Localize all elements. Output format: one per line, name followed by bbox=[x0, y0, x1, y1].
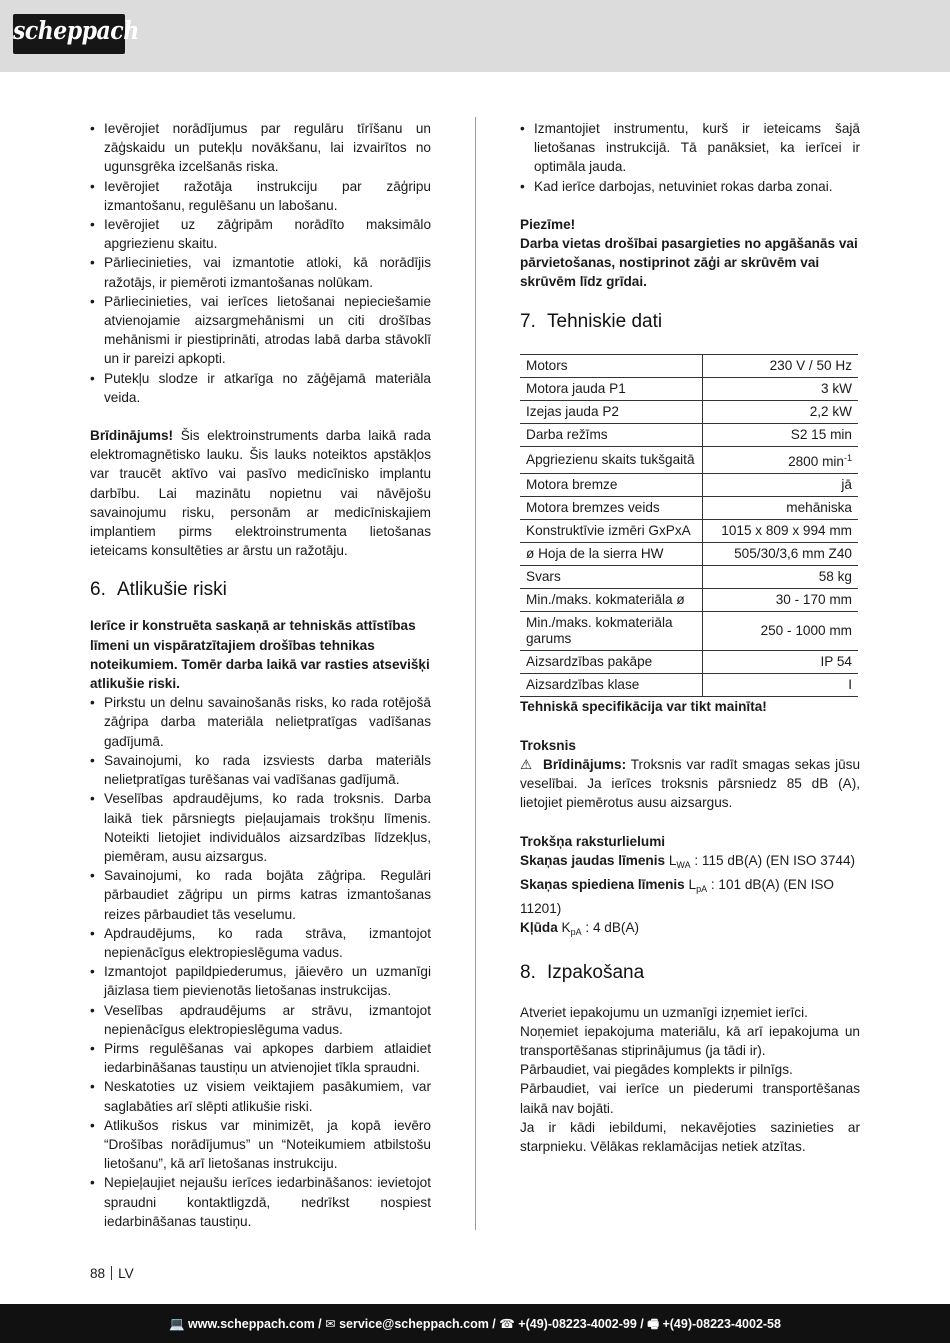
spec-label: Min./maks. kokmateriāla garums bbox=[520, 611, 703, 650]
section-heading-8: 8. Izpakošana bbox=[520, 961, 645, 983]
list-item: • Pārliecinieties, vai izmantotie atloki, kā norādījis ražotājs, ir piemēroti izmantošanas nolūkam. bbox=[90, 253, 431, 291]
warning-label: Brīdinājums! bbox=[90, 428, 174, 444]
spec-value: 2,2 kW bbox=[703, 400, 859, 423]
sound-power-level: Skaņas jaudas līmenis $L_{WA}$ : 115 dB(A) (EN ISO 3744) bbox=[520, 852, 856, 870]
spec-label: Aizsardzības pakāpe bbox=[520, 650, 703, 673]
language-code: LV bbox=[118, 1266, 134, 1281]
list-item: • Veselības apdraudējums ar strāvu, izmantojot nepienācīgus elektropieslēguma vadus. bbox=[90, 1001, 431, 1039]
spec-value: S2 15 min bbox=[703, 423, 859, 446]
noise-warning-text: Troksnis var radīt smagas sekas jūsu veselībai. Ja ierīces troksnis pārsniedz 85 dB (A), lietojiet piemērotus ausu aizsargus. bbox=[520, 757, 861, 811]
residual-risks-intro: Ierīce ir konstruēta saskaņā ar tehniskās attīstības līmeni un vispāratzītajiem drošības tehnikas noteikumiem. Tomēr darba laikā var rasties atsevišķi atlikušie riski. bbox=[90, 618, 430, 692]
warning-text: Šis elektroinstruments darba laikā rada elektromagnētisko lauku. Šis lauks noteiktos apstākļos var traucēt aktīvo vai pasīvo medicīnisko implantu darbību. Lai mazinātu nopietnu vai nāvējošu savainojumu risku, personām ar medicīniskajiem implantiem pirms elektroinstrumenta lietošanas ieteicams konsultēties ar ārstu un ražotāju. bbox=[90, 428, 431, 559]
scheppach-logo bbox=[13, 14, 139, 54]
spec-row bbox=[520, 496, 858, 519]
list-item: • Putekļu slodze ir atkarīga no zāģējamā materiāla veida. bbox=[90, 369, 431, 407]
spec-value: 250 - 1000 mm bbox=[703, 611, 859, 650]
spec-value: IP 54 bbox=[703, 650, 859, 673]
list-item: • Ievērojiet norādījumus par regulāru tīrīšanu un zāģskaidu un putekļu novākšanu, lai izvairītos no ugunsgrēka izcelšanās riska. bbox=[90, 119, 431, 177]
spec-row bbox=[520, 400, 858, 423]
spec-value: 30 - 170 mm bbox=[703, 588, 859, 611]
residual-risks-list bbox=[90, 693, 431, 1231]
list-item: • Atlikušos riskus var minimizēt, ja kopā ievēro “Drošības norādījumus” un “Noteikumiem atbilstošu lietošanu”, kā arī lietošanas instrukciju. bbox=[90, 1116, 431, 1174]
spec-label: Motora bremze bbox=[520, 473, 703, 496]
spec-value: 505/30/3,6 mm Z40 bbox=[703, 542, 859, 565]
spec-label: Apgriezienu skaits tukšgaitā bbox=[520, 446, 703, 473]
noise-warning bbox=[520, 755, 860, 813]
noise-values-heading: Trokšņa raksturlielumi bbox=[520, 833, 666, 849]
list-item: • Veselības apdraudējums, ko rada troksnis. Darba laikā tiek pārsniegts pieļaujamais trokšņu līmenis. Noteikti lietojiet individuālos aizsardzības līdzekļus, piemēram, ausu aizsargus. bbox=[90, 789, 431, 866]
right-column bbox=[520, 119, 860, 1156]
spec-label: ø Hoja de la sierra HW bbox=[520, 542, 703, 565]
spec-value: I bbox=[703, 673, 859, 696]
spec-change-note: Tehniskā specifikācija var tikt mainīta! bbox=[520, 698, 767, 714]
spec-row bbox=[520, 354, 858, 377]
sound-pressure-level: Skaņas spiediena līmenis $L_{pA}$ : 101 dB(A) (EN ISO 11201) bbox=[520, 877, 834, 917]
noise-heading: Troksnis bbox=[520, 737, 576, 753]
list-item: • Nepieļaujiet nejaušu ierīces iedarbināšanos: ievietojot spraudni kontaktligzdā, nedrīkst nospiest iedarbināšanas taustiņu. bbox=[90, 1173, 431, 1231]
page-number: 88 bbox=[90, 1266, 106, 1281]
spec-row bbox=[520, 542, 858, 565]
list-item: • Savainojumi, ko rada bojāta zāģripa. Regulāri pārbaudiet zāģripu un pirms katras izmantošanas reizes pārbaudiet tās veselumu. bbox=[90, 866, 431, 924]
note-text: Darba vietas drošībai pasargieties no apgāšanās vai pārvietošanas, nostiprinot zāģi ar skrūvēm vai skrūvēm līdz grīdai. bbox=[520, 236, 858, 290]
spec-value: 3 kW bbox=[703, 377, 859, 400]
spec-row bbox=[520, 519, 858, 542]
emf-warning-paragraph bbox=[90, 426, 431, 560]
list-item: • Apdraudējums, ko rada strāva, izmantojot nepienācīgus elektropieslēguma vadus. bbox=[90, 924, 431, 962]
left-column bbox=[90, 119, 431, 1231]
spec-label: Motora jauda P1 bbox=[520, 377, 703, 400]
spec-label: Aizsardzības klase bbox=[520, 673, 703, 696]
spec-value: mehāniska bbox=[703, 496, 859, 519]
spec-row bbox=[520, 588, 858, 611]
spec-label: Izejas jauda P2 bbox=[520, 400, 703, 423]
page-number-footer bbox=[90, 1266, 134, 1281]
spec-row bbox=[520, 673, 858, 696]
spec-row bbox=[520, 650, 858, 673]
tool-bullet-list bbox=[520, 119, 860, 196]
list-item: • Kad ierīce darbojas, netuviniet rokas darba zonai. bbox=[520, 177, 860, 196]
spec-value: 1015 x 809 x 994 mm bbox=[703, 519, 859, 542]
spec-row bbox=[520, 446, 858, 473]
spec-value: 58 kg bbox=[703, 565, 859, 588]
spec-label: Motora bremzes veids bbox=[520, 496, 703, 519]
technical-data-table bbox=[520, 354, 858, 697]
list-item: • Pirms regulēšanas vai apkopes darbiem atlaidiet iedarbināšanas taustiņu un atvienojiet tīkla spraudni. bbox=[90, 1039, 431, 1077]
section-title: Tehniskie dati bbox=[547, 310, 663, 332]
unpacking-line: Noņemiet iepakojuma materiālu, kā arī iepakojuma un transportēšanas stiprinājumus (ja tādi ir). bbox=[520, 1023, 860, 1059]
list-item: • Pārliecinieties, vai ierīces lietošanai nepieciešamie atvienojamie aizsargmehānismi un citi drošības mehānismi ir piestiprināti, atrodas labā darba stāvoklī un ir pareizi apkopti. bbox=[90, 292, 431, 369]
unpacking-line: Atveriet iepakojumu un uzmanīgi izņemiet ierīci. bbox=[520, 1004, 808, 1020]
list-item: • Pirkstu un delnu savainošanās risks, ko rada rotējošā zāģripa darba materiāla nelietpratīgas vadīšanas gadījumā. bbox=[90, 693, 431, 751]
section-heading-6: 6. Atlikušie riski bbox=[90, 579, 227, 601]
list-item: • Izmantojot papildpiederumus, jāievēro un uzmanīgi jāizlasa tiem pievienotās lietošanas instrukcijas. bbox=[90, 962, 431, 1000]
spec-value: 2800 $\min^{-1}$ bbox=[703, 446, 859, 473]
spec-row bbox=[520, 377, 858, 400]
noise-warning-label: Brīdinājums: bbox=[543, 757, 627, 773]
spec-row bbox=[520, 423, 858, 446]
list-item: • Ievērojiet uz zāģripām norādīto maksimālo apgriezienu skaitu. bbox=[90, 215, 431, 253]
list-item: • Izmantojiet instrumentu, kurš ir ieteicams šajā lietošanas instrukcijā. Tā panāksiet, ka ierīcei ir optimāla jauda. bbox=[520, 119, 860, 177]
header-band bbox=[0, 0, 950, 72]
spec-label: Darba režīms bbox=[520, 423, 703, 446]
spec-row bbox=[520, 473, 858, 496]
list-item: • Savainojumi, ko rada izsviests darba materiāls nelietpratīgas turēšanas vai vadīšanas gadījumā. bbox=[90, 751, 431, 789]
spec-row bbox=[520, 611, 858, 650]
spec-label: Konstruktīvie izmēri GxPxA bbox=[520, 519, 703, 542]
spec-label: Min./maks. kokmateriāla ø bbox=[520, 588, 703, 611]
safety-bullet-list bbox=[90, 119, 431, 407]
section-title: Izpakošana bbox=[547, 961, 645, 983]
spec-label: Svars bbox=[520, 565, 703, 588]
list-item: • Ievērojiet ražotāja instrukciju par zāģripu izmantošanu, regulēšanu un labošanu. bbox=[90, 177, 431, 215]
note-label: Piezīme! bbox=[520, 216, 576, 232]
list-item: • Neskatoties uz visiem veiktajiem pasākumiem, var saglabāties arī slēpti atlikušie riski. bbox=[90, 1077, 431, 1115]
column-divider bbox=[475, 117, 476, 1230]
section-heading-7: 7. Tehniskie dati bbox=[520, 310, 663, 332]
spec-value: jā bbox=[703, 473, 859, 496]
measurement-uncertainty: Kļūda $K_{pA}$ : 4 dB(A) bbox=[520, 920, 640, 938]
spec-value: 230 V / 50 Hz bbox=[703, 354, 859, 377]
contact-line: 💻 www.scheppach.com / ✉ service@scheppach.com / ☎ +(49)-08223-4002-99 / 🖷 +(49)-08223-4002-58 bbox=[169, 1317, 781, 1331]
spec-row bbox=[520, 565, 858, 588]
contact-footer-bar bbox=[0, 1304, 950, 1343]
section-title: Atlikušie riski bbox=[117, 579, 227, 601]
unpacking-line: Pārbaudiet, vai ierīce un piederumi transportēšanas laikā nav bojāti. bbox=[520, 1081, 860, 1116]
unpacking-line: Pārbaudiet, vai piegādes komplekts ir pilnīgs. bbox=[520, 1062, 793, 1078]
warning-triangle-icon: ⚠ bbox=[520, 757, 534, 773]
logo-text: scheppach bbox=[13, 16, 139, 46]
unpacking-line: Ja ir kādi iebildumi, nekavējoties sazinieties ar starpnieku. Vēlākas reklamācijas netiek atzītas. bbox=[520, 1119, 860, 1155]
spec-label: Motors bbox=[520, 354, 703, 377]
